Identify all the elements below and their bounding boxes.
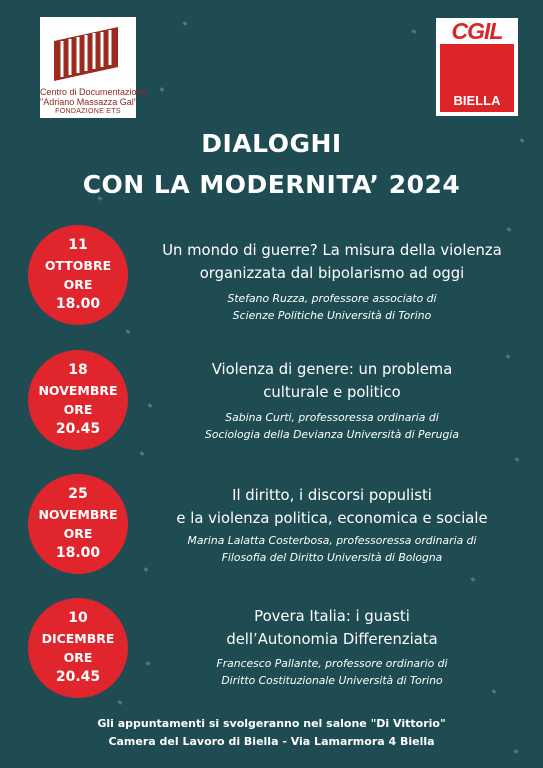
event-speaker-line: Scienze Politiche Università di Torino [232, 309, 432, 322]
event-date-badge [28, 350, 128, 450]
background-speck [471, 577, 476, 582]
event-date-ore: ORE [63, 650, 93, 665]
background-speck [412, 29, 417, 34]
event-date-time: 20.45 [55, 420, 101, 437]
event-title-line: Un mondo di guerre? La misura della violenza [162, 242, 502, 259]
event-title-line: Il diritto, i discorsi populisti [232, 487, 432, 504]
page-title-line1: DIALOGHI [201, 129, 342, 158]
event-date-month: NOVEMBRE [38, 506, 118, 522]
background-speck [126, 329, 131, 334]
event-date-month: NOVEMBRE [38, 382, 118, 398]
background-speck [515, 457, 520, 462]
event-date-day: 18 [68, 362, 88, 378]
building-columns-icon [48, 23, 128, 83]
background-speck [492, 689, 497, 694]
event-title-line: dell’Autonomia Differenziata [226, 631, 438, 648]
event-title-line: e la violenza politica, economica e sociale [176, 510, 488, 527]
event-date-ore: ORE [63, 402, 93, 417]
logo-text-line2: "Adriano Massazza Gal" [40, 97, 137, 107]
event-title-line: Povera Italia: i guasti [254, 608, 410, 625]
event-date-badge [28, 474, 128, 574]
background-speck [507, 227, 512, 232]
documentation-center-logo [40, 17, 147, 118]
event-date-badge [28, 225, 128, 325]
event-title-line: organizzata dal bipolarismo ad oggi [199, 265, 465, 282]
background-speck [118, 700, 123, 705]
event-date-day: 10 [68, 610, 88, 626]
event-speaker-line: Marina Lalatta Costerbosa, professoressa ordinaria di [187, 534, 477, 547]
event-speaker-line: Sabina Curti, professoressa ordinaria di [225, 411, 439, 424]
event-speaker-line: Diritto Costituzionale Università di Torino [221, 674, 443, 687]
biella-logo-text: BIELLA [453, 93, 501, 108]
event-date-day: 11 [68, 237, 88, 253]
event-date-day: 25 [68, 486, 88, 502]
logo-text-line3: FONDAZIONE ETS [55, 108, 121, 115]
event-speaker-line: Stefano Ruzza, professore associato di [227, 292, 437, 305]
event-date-badge [28, 598, 128, 698]
footer-address-line: Camera del Lavoro di Biella - Via Lamarmora 4 Biella [108, 735, 435, 748]
event-title-line: Violenza di genere: un problema [211, 361, 453, 378]
footer-venue-line: Gli appuntamenti si svolgeranno nel salone "Di Vittorio" [97, 717, 446, 730]
cgil-logo-text: CGIL [451, 18, 503, 44]
background-speck [140, 451, 145, 456]
event-date-ore: ORE [63, 277, 93, 292]
event-speaker-line: Filosofia del Diritto Università di Bologna [221, 551, 443, 564]
event-title-line: culturale e politico [263, 384, 401, 401]
logo-text-line1: Centro di Documentazione [40, 87, 147, 97]
event-date-month: OTTOBRE [44, 257, 112, 273]
event-date-time: 20.45 [55, 668, 101, 685]
event-date-month: DICEMBRE [41, 630, 115, 646]
background-speck [160, 87, 165, 92]
event-date-ore: ORE [63, 526, 93, 541]
event-speaker-line: Francesco Pallante, professore ordinario di [216, 657, 448, 670]
background-speck [183, 21, 188, 26]
cgil-biella-logo [436, 18, 518, 116]
background-speck [144, 567, 149, 572]
event-date-time: 18.00 [55, 544, 101, 561]
event-speaker-line: Sociologia della Devianza Università di Perugia [205, 428, 459, 441]
page-title-line2: CON LA MODERNITA’ 2024 [82, 170, 461, 199]
event-date-time: 18.00 [55, 295, 101, 312]
